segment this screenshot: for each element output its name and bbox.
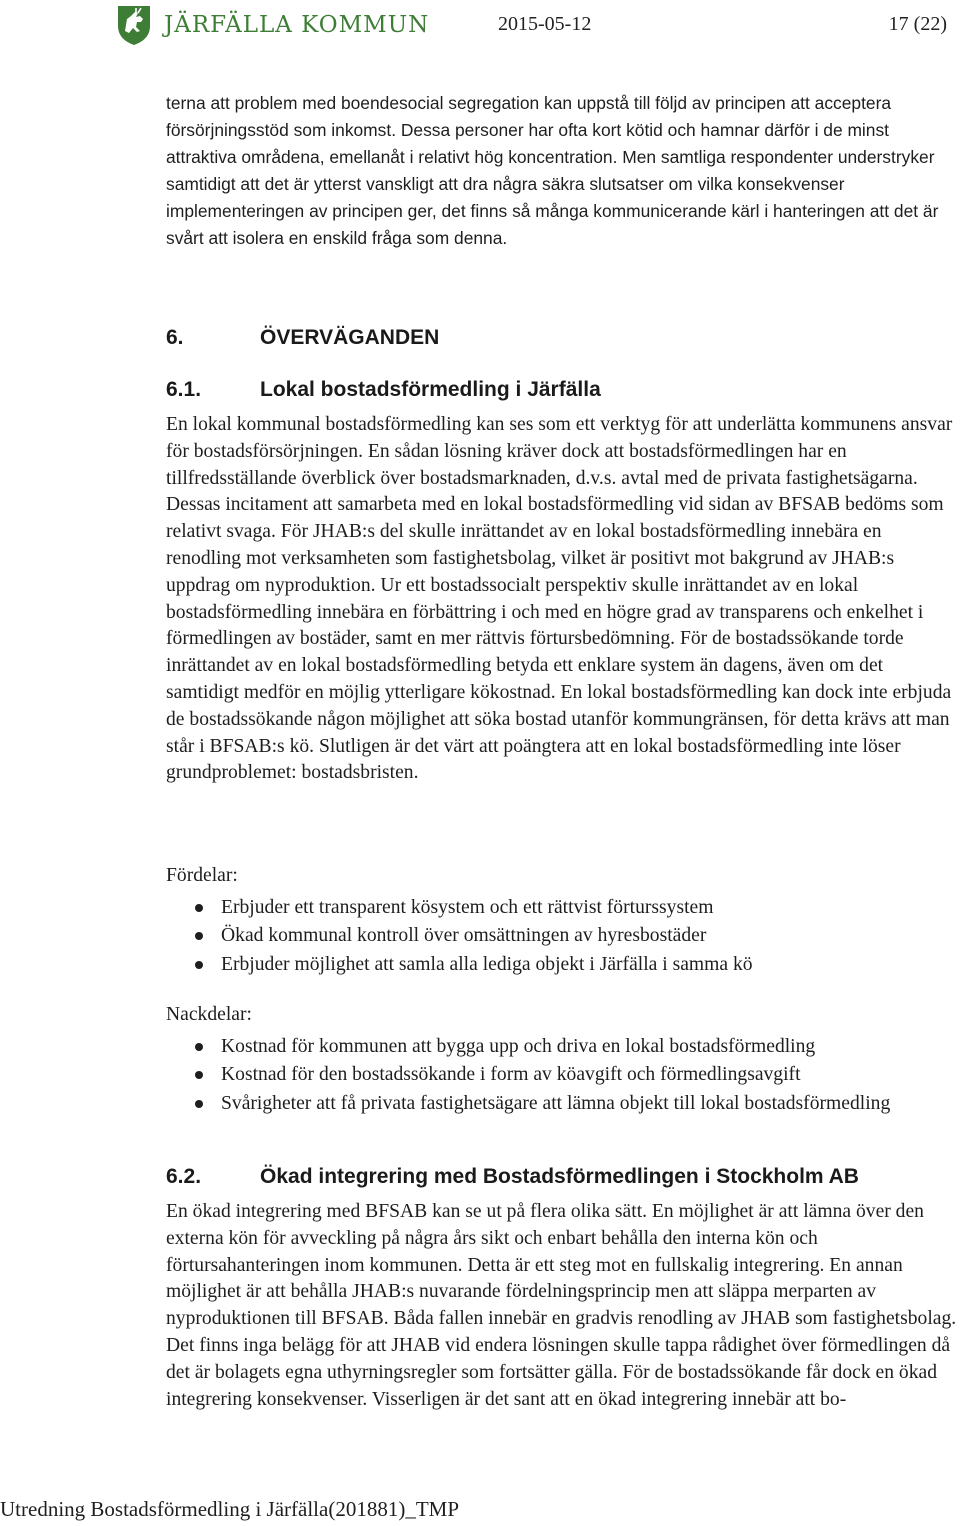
section-6-2-paragraph-block bbox=[166, 1199, 960, 1413]
list-item bbox=[166, 1061, 960, 1089]
bullet-icon bbox=[195, 932, 203, 940]
intro-paragraph-block bbox=[166, 90, 960, 252]
disadvantages-label: Nackdelar: bbox=[166, 1004, 252, 1025]
disadvantage-text: Kostnad för kommunen att bygga upp och driva en lokal bostadsförmedling bbox=[221, 1036, 816, 1057]
disadvantage-text: Svårigheter att få privata fastighetsägare att lämna objekt till lokal bostadsförmedling bbox=[221, 1092, 891, 1114]
municipality-logo bbox=[116, 4, 429, 46]
section-6-2-title: Ökad integrering med Bostadsförmedlingen i Stockholm AB bbox=[260, 1165, 859, 1188]
list-item bbox=[166, 1033, 960, 1061]
list-item bbox=[166, 951, 960, 979]
advantages-list bbox=[166, 894, 960, 979]
advantage-text: Erbjuder ett transparent kösystem och ett rättvist förturssystem bbox=[221, 897, 714, 918]
header-page-number: 17 (22) bbox=[888, 13, 947, 35]
section-6-2-paragraph: En ökad integrering med BFSAB kan se ut på flera olika sätt. En möjlighet är att lämna över den externa kön för avveckling på några års sikt och enbart behålla den interna kön och förtursahanteringen inom kommunen. Detta är ett steg mot en fullskalig integrering. En annan möjlighet är att behålla JHAB:s nuvarande fördelningsprincip men att släppa merparten av nyproduktionen till BFSAB. Båda fallen innebär en gradvis renodling av JHAB som fastighetsbolag. Det finns inga belägg för att JHAB vid endera lösningen skulle tappa rådighet över förmedlingen då det är bolagets egna uthyrningsregler som fortsätter gälla. För de bostadssökande får dock en ökad integrering konsekvenser. Visserligen är det sant att en ökad integrering innebär att bo- bbox=[166, 1201, 957, 1410]
intro-paragraph: terna att problem med boendesocial segregation kan uppstå till följd av principen att acceptera försörjningsstöd som inkomst. Dessa personer har ofta kort kötid och hamnar därför i de minst attraktiva områdena, emellanåt i relativt hög koncentration. Men samtliga respondenter understryker samtidigt att det är ytterst vanskligt att dra några säkra slutsatser om vilka konsekvenser implementeringen av principen ger, det finns så många kommunicerande kärl i hanteringen att det är svårt att isolera en enskild fråga som denna. bbox=[166, 93, 939, 248]
page-header bbox=[0, 0, 960, 60]
section-6-1-number: 6.1. bbox=[166, 378, 202, 401]
bullet-icon bbox=[195, 904, 203, 912]
disadvantages-list bbox=[166, 1033, 960, 1118]
coat-of-arms-icon bbox=[116, 4, 152, 46]
advantage-text: Ökad kommunal kontroll över omsättningen av hyresbostäder bbox=[221, 925, 707, 947]
list-item bbox=[166, 894, 960, 922]
section-6-1-heading bbox=[166, 378, 601, 402]
logo-text: JÄRFÄLLA KOMMUN bbox=[164, 12, 430, 38]
advantages-label: Fördelar: bbox=[166, 865, 238, 886]
list-item bbox=[166, 1090, 960, 1118]
bullet-icon bbox=[195, 1071, 203, 1079]
disadvantage-text: Kostnad för den bostadssökande i form av köavgift och förmedlingsavgift bbox=[221, 1064, 801, 1086]
section-6-1-paragraph: En lokal kommunal bostadsförmedling kan ses som ett verktyg för att underlätta kommunens ansvar för bostadsförsörjningen. En sådan lösning kräver dock att bostadsförmedlingen har en tillfredsställande överblick över bostadsmarknaden, d.v.s. avtal med de privata fastighetsägarna. Dessas incitament att samarbeta med en lokal bostadsförmedling vid sidan av BFSAB bedöms som relativt svaga. För JHAB:s del skulle inrättandet av en lokal bostadsförmedling innebära en renodling mot verksamheten som fastighetsbolag, vilket är positivt mot bakgrund av JHAB:s uppdrag om nyproduktion. Ur ett bostadssocialt perspektiv skulle inrättandet av en lokal bostadsförmedling innebära en förbättring i och med en högre grad av transparens och enkelhet i förmedlingen av bostäder, samt en mer rättvis förtursbedömning. För de bostadssökande torde inrättandet av en lokal bostadsförmedling betyda ett enklare system än dagens, även om det samtidigt medför en möjlig ytterligare kökostnad. En lokal bostadsförmedling kan dock inte erbjuda de bostadssökande någon möjlighet att söka bostad utanför kommungränsen, för detta krävs att man står i BFSAB:s kö. Slutligen är det värt att poängtera att en lokal bostadsförmedling inte löser grundproblemet: bostadsbristen. bbox=[166, 414, 953, 784]
list-item bbox=[166, 922, 960, 950]
section-6-1-title: Lokal bostadsförmedling i Järfälla bbox=[260, 378, 601, 401]
section-6-number: 6. bbox=[166, 326, 184, 349]
bullet-icon bbox=[195, 1043, 203, 1051]
section-6-2-number: 6.2. bbox=[166, 1165, 202, 1188]
bullet-icon bbox=[195, 1100, 203, 1108]
page-footer: Utredning Bostadsförmedling i Järfälla(201881)_TMP bbox=[0, 1497, 460, 1521]
advantage-text: Erbjuder möjlighet att samla alla lediga objekt i Järfälla i samma kö bbox=[221, 953, 753, 975]
section-6-1-paragraph-block bbox=[166, 412, 960, 787]
bullet-icon bbox=[195, 961, 203, 969]
section-6-2-heading bbox=[166, 1165, 859, 1189]
header-date: 2015-05-12 bbox=[498, 13, 592, 35]
section-6-heading bbox=[166, 326, 439, 350]
section-6-title: ÖVERVÄGANDEN bbox=[260, 326, 440, 349]
